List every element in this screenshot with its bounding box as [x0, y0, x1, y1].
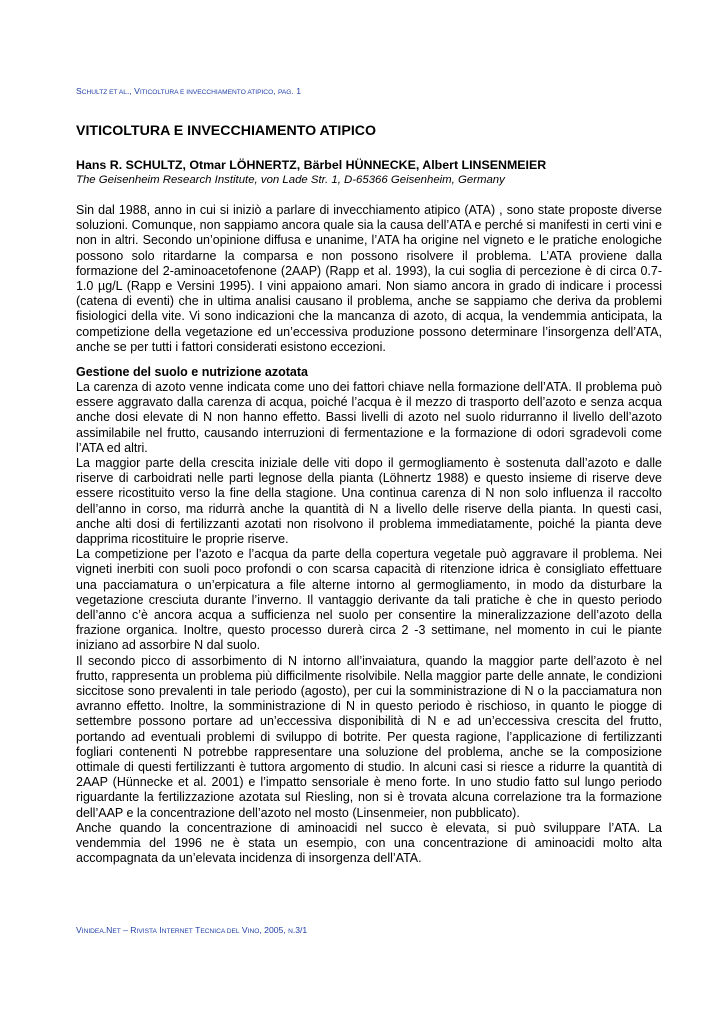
running-header: SCHULTZ ET AL., VITICOLTURA E INVECCHIAMENTO ATIPICO, PAG. 1 [76, 86, 301, 96]
article-title: VITICOLTURA E INVECCHIAMENTO ATIPICO [76, 123, 377, 139]
paragraph: Il secondo picco di assorbimento di N intorno all’invaiatura, quando la maggior parte dell’azoto è nel frutto, rappresenta un problema più difficilmente risolvibile. Nella maggior parte delle annate, le condizioni siccitose sono prevalenti in tale periodo (agosto), per cui la somministrazione di N o la pacciamatura non avranno effetto. Inoltre, la somministrazione di N in questo periodo è rischioso, in quanto le piogge di settembre possono portare ad un’eccessiva disponibilità di N e ad un’eccessiva crescita del frutto, portando ad eventuali problemi di sviluppo di botrite. Per questa ragione, l’applicazione di fertilizzanti fogliari contenenti N potrebbe rappresentare una soluzione del problema, anche se la composizione ottimale di questi fertilizzanti è tuttora argomento di studio. In alcuni casi si riesce a ridurre la quantità di 2AAP (Hünnecke et al. 2001) e l’impatto sensoriale è meno forte. In uno studio fatto sul lungo periodo riguardante la fertilizzazione azotata sul Riesling, non si è trovata alcuna correlazione tra la formazione dell’AAP e la concentrazione dell’azoto nel mosto (Linsenmeier, non pubblicato). [76, 653, 662, 820]
authors: Hans R. SCHULTZ, Otmar LÖHNERTZ, Bärbel HÜNNECKE, Albert LINSENMEIER [76, 158, 547, 172]
paragraph: La carenza di azoto venne indicata come uno dei fattori chiave nella formazione dell’ATA. Il problema può essere aggravato dalla carenza di acqua, poiché l’acqua è il mezzo di trasporto dell’azoto e senza acqua anche dosi elevate di N non hanno effetto. Bassi livelli di azoto nel suolo ridurranno il livello dell’azoto assimilabile nel frutto, causando interruzioni di fermentazione e la formazione di odori sgradevoli come l’ATA ed altri. [76, 380, 662, 455]
affiliation: The Geisenheim Research Institute, von Lade Str. 1, D-65366 Geisenheim, Germany [76, 174, 505, 186]
paragraph: La maggior parte della crescita iniziale delle viti dopo il germogliamento è sostenuta dall’azoto e dalle riserve di carboidrati nelle parti legnose della pianta (Löhnertz 1988) e questo insieme di riserve deve essere ricostituito verso la fine della stagione. Una continua carenza di N non solo influenza il raccolto dell’anno in corso, ma ridurrà anche la quantità di N a livello delle riserve della pianta. In questi casi, anche alti dosi di fertilizzanti azotati non risolvono il problema immediatamente, poiché la pianta deve dapprima ricostituire le proprie riserve. [76, 456, 662, 547]
running-footer: VINIDEA.NET – RIVISTA INTERNET TECNICA DEL VINO, 2005, N.3/1 [76, 925, 308, 935]
section-heading: Gestione del suolo e nutrizione azotata [76, 365, 308, 379]
paragraph: La competizione per l’azoto e l’acqua da parte della copertura vegetale può aggravare il problema. Nei vigneti inerbiti con suoli poco profondi o con scarsa capacità di ritenzione idrica è consigliato effettuare una pacciamatura o un’erpicatura a file alterne intorno al germogliamento, in modo da disturbare la vegetazione cresciuta durante l’inverno. Il vantaggio derivante da tali pratiche è che in questo periodo dell’anno c’è ancora acqua a sufficienza nel suolo per consentire la mineralizzazione dell’azoto della frazione organica. Inoltre, questo processo durerà circa 2 -3 settimane, nel momento in cui le piante iniziano ad assorbire N dal suolo. [76, 547, 662, 653]
paragraph: Anche quando la concentrazione di aminoacidi nel succo è elevata, si può sviluppare l’ATA. La vendemmia del 1996 ne è stata un esempio, con una concentrazione di aminoacidi molto alta accompagnata da un’elevata incidenza di insorgenza dell’ATA. [76, 820, 662, 866]
intro-paragraph: Sin dal 1988, anno in cui si iniziò a parlare di invecchiamento atipico (ATA) , sono state proposte diverse soluzioni. Comunque, non sappiamo ancora quale sia la causa dell’ATA e perché si manifesti in certi vini e non in altri. Secondo un’opinione diffusa e unanime, l’ATA ha origine nel vigneto e le pratiche enologiche possono solo ritardarne la comparsa e non possono risolvere il problema. L’ATA proviene dalla formazione del 2-aminoacetofenone (2AAP) (Rapp et al. 1993), la cui soglia di percezione è di circa 0.7-1.0 µg/L (Rapp e Versini 1995). I vini appaiono amari. Non siamo ancora in grado di indicare i processi (catena di eventi) che in ultima analisi causano il problema, anche se sappiamo che deriva da problemi fisiologici della vite. Vi sono indicazioni che la mancanza di azoto, di acqua, la vendemmia anticipata, la competizione della vegetazione ed un’eccessiva produzione possono determinare l’insorgenza dell’ATA, anche se per tutti i fattori considerati esistono eccezioni. [76, 203, 662, 354]
section-body [76, 380, 662, 867]
